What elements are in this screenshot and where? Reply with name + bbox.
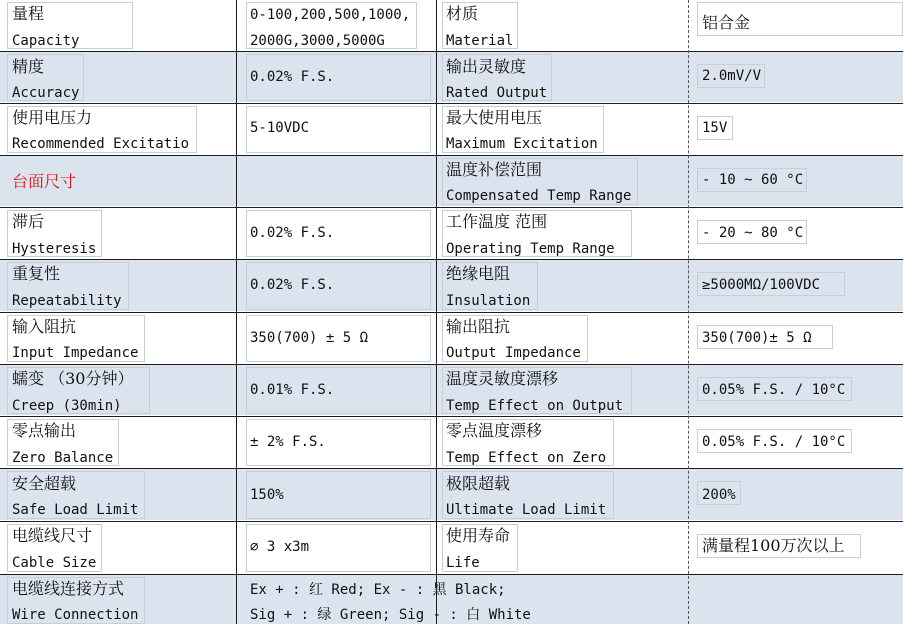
label-cn: 使用寿命 — [446, 526, 511, 545]
value: 0.02% F.S. — [250, 277, 335, 293]
value: 0-100,200,500,1000, — [250, 7, 411, 23]
label-cn: 材质 — [446, 4, 479, 23]
value: ⌀ 3 x3m — [250, 539, 310, 555]
label-cn: 温度灵敏度漂移 — [446, 369, 559, 388]
label-en: Life — [446, 555, 480, 571]
value: ± 2% F.S. — [250, 434, 326, 450]
value: 5-10VDC — [250, 120, 310, 136]
label-cn: 滞后 — [12, 212, 45, 231]
value: 0.02% F.S. — [250, 69, 335, 85]
value: 15V — [702, 120, 728, 136]
label-cn: 零点输出 — [12, 421, 77, 440]
label-en: Input Impedance — [12, 345, 139, 361]
label-en: Capacity — [12, 33, 80, 49]
label-en: Zero Balance — [12, 450, 114, 466]
label-cn: 最大使用电压 — [446, 108, 543, 127]
value: 200% — [702, 487, 736, 503]
value: ≥5000MΩ/100VDC — [702, 277, 821, 293]
label-cn: 零点温度漂移 — [446, 421, 543, 440]
value-line2: Sig + : 绿 Green; Sig - : 白 White — [250, 607, 531, 623]
value: 0.05% F.S. / 10°C — [702, 434, 846, 450]
label-en: Compensated Temp Range — [446, 188, 632, 204]
label-cn: 使用电压力 — [12, 108, 93, 127]
value: 350(700)± 5 Ω — [702, 330, 812, 346]
value-line2: 2000G,3000,5000G — [250, 33, 385, 49]
label-en: Rated Output — [446, 85, 548, 101]
label-en: Repeatability — [12, 293, 122, 309]
label-cn-highlight: 台面尺寸 — [12, 172, 77, 191]
label-en: Ultimate Load Limit — [446, 502, 607, 518]
label-en: Temp Effect on Zero — [446, 450, 607, 466]
label-en: Maximum Excitation — [446, 136, 598, 152]
value: 满量程100万次以上 — [702, 536, 845, 555]
value: 铝合金 — [702, 13, 751, 32]
label-en: Temp Effect on Output — [446, 398, 624, 414]
label-en: Hysteresis — [12, 241, 97, 257]
value: 0.02% F.S. — [250, 225, 335, 241]
label-en: Material — [446, 33, 514, 49]
label-cn: 精度 — [12, 57, 45, 76]
label-cn: 电缆线尺寸 — [12, 526, 93, 545]
label-en: Insulation — [446, 293, 531, 309]
label-cn: 绝缘电阻 — [446, 264, 511, 283]
label-cn: 重复性 — [12, 264, 61, 283]
label-en: Recommended Excitatio — [12, 136, 190, 152]
label-cn: 电缆线连接方式 — [12, 579, 125, 598]
label-en: Output Impedance — [446, 345, 581, 361]
label-cn: 输入阻抗 — [12, 317, 77, 336]
value: 2.0mV/V — [702, 68, 762, 84]
value: - 10 ~ 60 °C — [702, 172, 804, 188]
label-cn: 极限超载 — [446, 474, 511, 493]
label-cn: 量程 — [12, 4, 45, 23]
label-en: Cable Size — [12, 555, 97, 571]
label-en: Safe Load Limit — [12, 502, 139, 518]
label-cn: 输出灵敏度 — [446, 57, 527, 76]
label-cn: 输出阻抗 — [446, 317, 511, 336]
value: 0.01% F.S. — [250, 382, 335, 398]
label-en: Creep (30min) — [12, 398, 122, 414]
value: 0.05% F.S. / 10°C — [702, 382, 846, 398]
label-en: Operating Temp Range — [446, 241, 615, 257]
label-cn: 蠕变 （30分钟） — [12, 369, 134, 388]
label-cn: 温度补偿范围 — [446, 160, 543, 179]
value: 350(700) ± 5 Ω — [250, 330, 369, 346]
label-cn: 工作温度 范围 — [446, 212, 548, 231]
label-en: Accuracy — [12, 85, 80, 101]
value: 150% — [250, 487, 284, 503]
label-en: Wire Connection — [12, 607, 139, 623]
label-cn: 安全超载 — [12, 474, 77, 493]
value: - 20 ~ 80 °C — [702, 225, 804, 241]
value: Ex + : 红 Red; Ex - : 黑 Black; — [250, 582, 506, 598]
